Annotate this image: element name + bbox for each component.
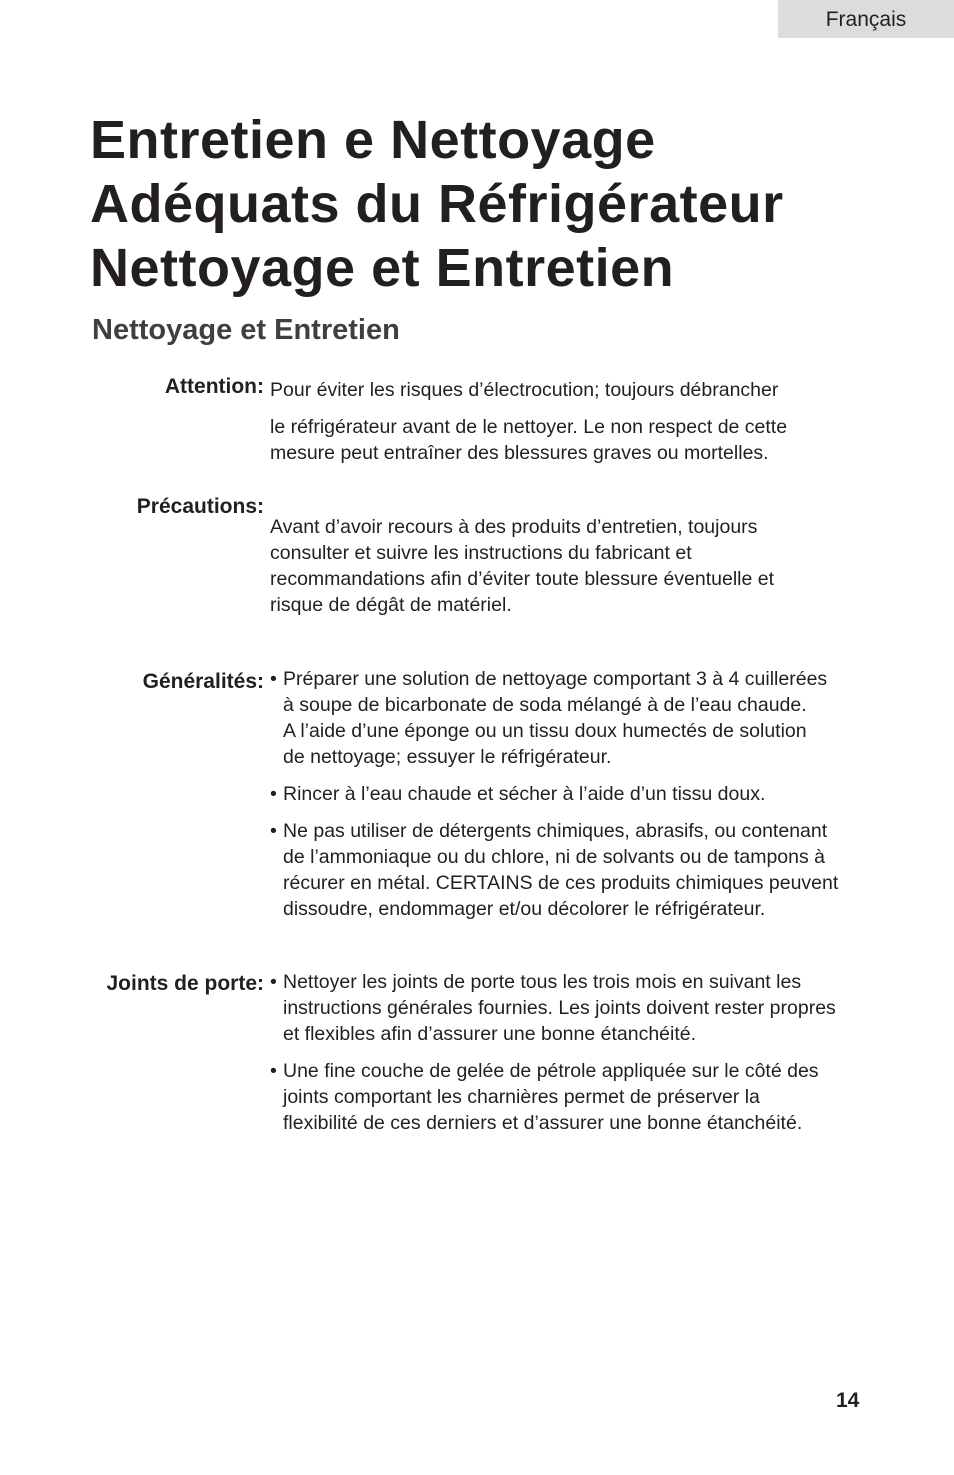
precautions-label: Précautions: — [136, 495, 264, 518]
text-line: et flexibles afin d’assurer une bonne étanchéité. — [283, 1023, 697, 1045]
list-item — [270, 666, 880, 770]
generalites-label: Généralités: — [142, 670, 264, 693]
text-line: Ne pas utiliser de détergents chimiques, abrasifs, ou contenant — [283, 820, 828, 842]
section-subtitle: Nettoyage et Entretien — [92, 314, 400, 346]
page-title-line: Entretien e Nettoyage — [90, 110, 656, 170]
text-line: Une fine couche de gelée de pétrole appliquée sur le côté des — [283, 1060, 819, 1082]
page-number: 14 — [836, 1389, 860, 1412]
text-line: dissoudre, endommager et/ou décolorer le réfrigérateur. — [283, 898, 766, 920]
attention-first-line — [270, 377, 870, 403]
text-line: le réfrigérateur avant de le nettoyer. Le non respect de cette — [270, 416, 788, 438]
text-line: consulter et suivre les instructions du fabricant et — [270, 542, 692, 564]
page-title — [90, 108, 930, 300]
text-line: Préparer une solution de nettoyage comportant 3 à 4 cuillerées — [283, 668, 828, 690]
list-item — [270, 969, 880, 1047]
text-line: A l’aide d’une éponge ou un tissu doux humectés de solution — [283, 720, 807, 742]
joints-label: Joints de porte: — [106, 972, 264, 995]
text-line: instructions générales fournies. Les joints doivent rester propres — [283, 997, 836, 1019]
text-line: joints comportant les charnières permet de préserver la — [283, 1086, 760, 1108]
bullet-icon: • — [270, 783, 277, 805]
bullet-icon: • — [270, 971, 277, 993]
list-item — [270, 781, 880, 807]
text-line: Pour éviter les risques d’électrocution; toujours débrancher — [270, 379, 779, 401]
text-line: recommandations afin d’éviter toute blessure éventuelle et — [270, 568, 775, 590]
bullet-icon: • — [270, 1060, 277, 1082]
text-line: récurer en métal. CERTAINS de ces produits chimiques peuvent — [283, 872, 839, 894]
list-item — [270, 1058, 880, 1136]
text-line: mesure peut entraîner des blessures graves ou mortelles. — [270, 442, 769, 464]
text-line: Rincer à l’eau chaude et sécher à l’aide d’un tissu doux. — [283, 783, 766, 805]
precautions-text — [270, 514, 870, 618]
text-line: de l’ammoniaque ou du chlore, ni de solvants ou de tampons à — [283, 846, 826, 868]
language-tab: Français — [778, 0, 954, 38]
text-line: Avant d’avoir recours à des produits d’entretien, toujours — [270, 516, 758, 538]
text-line: à soupe de bicarbonate de soda mélangé à de l’eau chaude. — [283, 694, 807, 716]
attention-text — [270, 414, 870, 466]
list-item — [270, 818, 880, 922]
text-line: de nettoyage; essuyer le réfrigérateur. — [283, 746, 612, 768]
text-line: Nettoyer les joints de porte tous les trois mois en suivant les — [283, 971, 802, 993]
bullet-icon: • — [270, 820, 277, 842]
page-title-line: Nettoyage et Entretien — [90, 238, 675, 298]
text-line: flexibilité de ces derniers et d’assurer une bonne étanchéité. — [283, 1112, 803, 1134]
page-title-line: Adéquats du Réfrigérateur — [90, 174, 784, 234]
attention-label: Attention: — [164, 375, 264, 398]
bullet-icon: • — [270, 668, 277, 690]
text-line: risque de dégât de matériel. — [270, 594, 512, 616]
